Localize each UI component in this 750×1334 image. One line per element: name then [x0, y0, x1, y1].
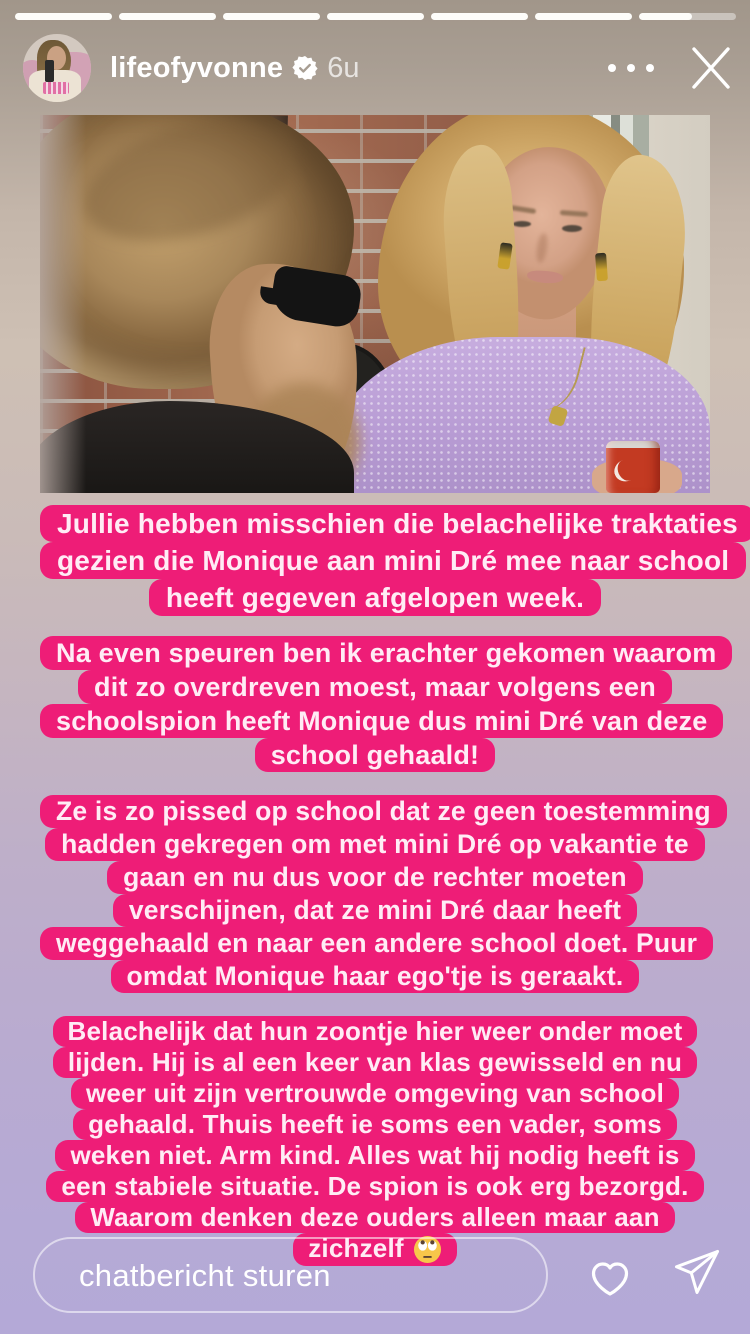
send-icon	[672, 1247, 722, 1297]
avatar-shirt-print	[43, 82, 69, 94]
woman-eye	[513, 221, 531, 227]
photo-left-blur	[40, 115, 86, 493]
like-button[interactable]	[585, 1251, 635, 1301]
username[interactable]: lifeofyvonne	[110, 51, 284, 84]
story-media[interactable]	[40, 115, 710, 493]
story-text-line: Waarom denken deze ouders alleen maar aan	[75, 1202, 674, 1233]
story-text-line: Ze is zo pissed op school dat ze geen toestemming	[40, 795, 727, 828]
story-text-sticker	[40, 505, 738, 616]
story-timestamp: 6u	[327, 51, 360, 84]
gold-earring	[595, 253, 608, 282]
story-text-line: zichzelf	[293, 1233, 457, 1266]
story-text-line: een stabiele situatie. De spion is ook erg bezorgd.	[46, 1171, 703, 1202]
story-text-line: dit zo overdreven moest, maar volgens een	[78, 670, 672, 704]
woman-eye	[562, 225, 582, 232]
story-header	[0, 0, 750, 110]
chat-input-placeholder: chatbericht sturen	[79, 1258, 331, 1293]
story-text-line: weggehaald en naar een andere school doet. Puur	[40, 927, 713, 960]
story-text-line: gezien die Monique aan mini Dré mee naar school	[40, 542, 746, 579]
share-button[interactable]	[672, 1247, 722, 1297]
story-text-sticker	[40, 795, 710, 993]
close-button[interactable]	[686, 44, 736, 92]
story-text-line: Belachelijk dat hun zoontje hier weer onder moet	[53, 1016, 698, 1047]
story-text-line: omdat Monique haar ego'tje is geraakt.	[111, 960, 640, 993]
story-text-line: schoolspion heeft Monique dus mini Dré van deze	[40, 704, 723, 738]
story-text-line: weken niet. Arm kind. Alles wat hij nodig heeft is	[55, 1140, 694, 1171]
verified-badge-icon	[292, 55, 318, 81]
close-icon	[686, 44, 736, 92]
avatar-cup-shape	[45, 60, 54, 82]
ellipsis-icon	[608, 64, 616, 72]
story-text-line: verschijnen, dat ze mini Dré daar heeft	[113, 894, 637, 927]
story-text-line: weer uit zijn vertrouwde omgeving van school	[71, 1078, 679, 1109]
story-text-sticker	[40, 1016, 710, 1266]
story-text-line: Na even speuren ben ik erachter gekomen waarom	[40, 636, 732, 670]
story-text-line: school gehaald!	[255, 738, 496, 772]
story-text-line: lijden. Hij is al een keer van klas gewisseld en nu	[53, 1047, 697, 1078]
more-options-button[interactable]	[602, 48, 660, 88]
story-text-line: gaan en nu dus voor de rechter moeten	[107, 861, 643, 894]
story-text-line: Jullie hebben misschien die belachelijke traktaties	[40, 505, 750, 542]
story-text-line: gehaald. Thuis heeft ie soms een vader, soms	[73, 1109, 677, 1140]
heart-icon	[585, 1251, 635, 1301]
story-text-line: heeft gegeven afgelopen week.	[149, 579, 601, 616]
story-text-sticker	[40, 636, 717, 772]
story-text-line: hadden gekregen om met mini Dré op vakantie te	[45, 828, 705, 861]
profile-avatar[interactable]	[23, 34, 91, 102]
